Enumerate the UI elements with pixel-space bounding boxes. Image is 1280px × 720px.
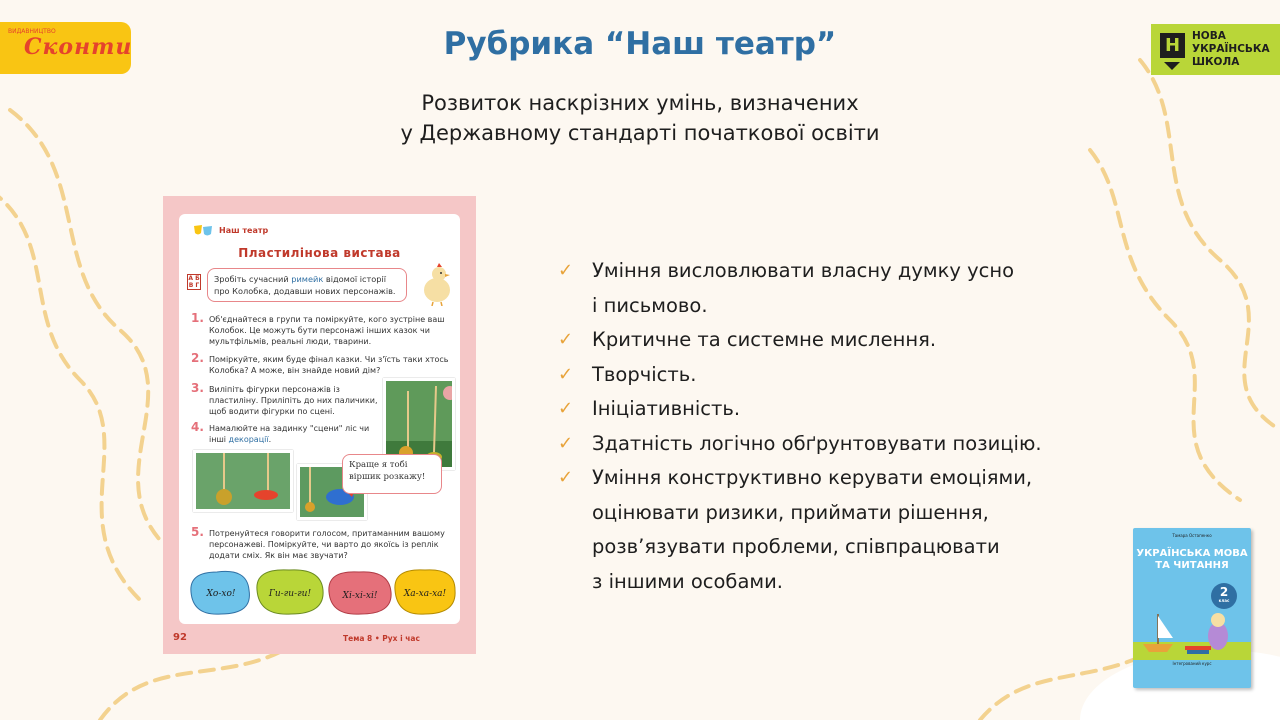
task-2-number: 2. [191,351,204,365]
checkmark-icon: ✓ [558,329,574,350]
nush-triangle-icon [1164,62,1180,70]
chicken-illustration-icon [419,262,455,306]
task-2-text: Поміркуйте, яким буде фінал казки. Чи з'їсть таки хтось Колобка? А може, він знайде новий дім? [209,355,449,375]
book-title-line-2: ТА ЧИТАННЯ [1155,560,1229,571]
task-4-keyword: декорації [228,435,269,444]
theatre-masks-icon [193,224,213,238]
skill-6-line-4: з іншими особами. [592,569,783,593]
nush-mark-icon: Н [1160,33,1185,58]
laugh-cloud-2 [257,570,323,614]
intro-text-2: відомої історії про Колобка, додавши нових персонажів. [214,274,396,296]
rubric-label: Наш театр [219,226,269,235]
task-4-text-1: Намалюйте на задинку "сцени" ліс чи інші [209,424,370,444]
page-number: 92 [173,632,187,643]
task-5-text: Потренуйтеся говорити голосом, притаманним вашому персонажеві. Поміркуйте, чи варто до якоїсь із реплік додати сміх. Як він має звучати? [209,529,445,560]
task-3 [191,381,379,417]
checkmark-icon: ✓ [558,467,574,488]
task-4-number: 4. [191,420,204,434]
logo-arc-text: ВИДАВНИЦТВО [8,28,56,35]
nush-logo [1151,24,1280,75]
skill-item-2 [558,323,1098,358]
book-title-line-1: УКРАЇНСЬКА МОВА [1136,548,1248,559]
page-subtitle [340,88,940,148]
checkmark-icon: ✓ [558,432,574,454]
book-cover-illustration [1133,608,1251,660]
grade-label: клас [1218,598,1230,603]
textbook-page [163,196,476,654]
task-1 [191,311,454,347]
laugh-text-2: Ги-ги-ги! [268,589,312,599]
lesson-title: Пластилінова вистава [238,246,401,260]
book-author: Тамара Остапенко [1172,533,1212,538]
skill-6-line-2: оцінювати ризики, приймати рішення, [592,500,989,524]
skill-item-5 [558,427,1098,462]
grade-badge [1211,583,1237,609]
skill-1-line-2: і письмово. [592,293,708,317]
skill-1-line-1: Уміння висловлювати власну думку усно [592,259,1015,282]
skill-item-3 [558,358,1098,393]
laugh-cloud-3 [329,572,391,614]
page-topic: Тема 8 • Рух і час [343,634,420,643]
skill-6-line-3: розв’язувати проблеми, співпрацювати [592,535,1000,558]
checkmark-icon: ✓ [558,398,574,419]
task-3-number: 3. [191,381,204,395]
task-4-text-2: . [268,435,272,444]
skill-item-6 [558,461,1098,599]
logo-brand-text: Сконти [24,34,133,60]
task-1-number: 1. [191,311,204,325]
photo-kolobok [193,450,293,512]
laugh-clouds [187,564,457,620]
checkmark-icon: ✓ [558,363,574,385]
nush-line-3: ШКОЛА [1192,56,1240,68]
skill-item-4 [558,392,1098,427]
abc-icon: А Б В Г [188,275,200,289]
intro-bubble [207,268,407,302]
skill-item-1 [558,254,1098,323]
laugh-cloud-4 [395,570,455,614]
task-2 [191,351,454,376]
skill-4-line-1: Ініціативність. [592,397,741,420]
task-3-text: Виліпіть фігурки персонажів із пластиліну. Приліпіть до них паличики, щоб водити фігурки по сцені. [209,385,378,416]
skill-3-line-1: Творчість. [592,362,697,386]
task-5 [191,525,454,561]
nush-line-2: УКРАЇНСЬКА [1192,43,1270,55]
page-title: Рубрика “Наш театр” [443,26,837,62]
nush-logo-text [1192,30,1270,69]
subtitle-line-2: у Державному стандарті початкової освіти [400,121,880,145]
laugh-cloud-1 [191,571,250,614]
textbook-cover [1133,528,1251,688]
skill-6-line-1: Уміння конструктивно керувати емоціями, [592,466,1033,489]
laugh-text-1: Хо-хо! [206,589,236,599]
nush-line-1: НОВА [1192,30,1226,42]
checkmark-icon: ✓ [558,260,574,281]
task-5-number: 5. [191,525,204,539]
intro-keyword: римейк [291,274,324,284]
laugh-text-3: Хі-хі-хі! [342,591,378,601]
task-4 [191,420,379,445]
kolobok-figure-illustration [196,453,293,512]
skill-2-line-1: Критичне та системне мислення. [592,328,937,351]
speech-bubble: Краще я тобі віршик розкажу! [342,454,442,494]
book-title [1133,548,1251,572]
skill-5-line-1: Здатність логічно обґрунтовувати позицію. [592,431,1042,455]
grade-number: 2 [1219,585,1229,599]
laugh-text-4: Ха-ха-ха! [403,589,447,599]
skills-list [558,254,1098,599]
task-1-text: Об'єднайтеся в групи та поміркуйте, кого зустріне ваш Колобок. Це можуть бути персонажі інших казок чи мультфільмів, реальні люди, тварини. [209,315,445,346]
textbook-page-content [179,214,460,624]
intro-text-1: Зробіть сучасний [214,274,292,284]
subtitle-line-1: Розвиток наскрізних умінь, визначених [421,91,859,115]
book-course: Інтегрований курс [1172,661,1212,666]
